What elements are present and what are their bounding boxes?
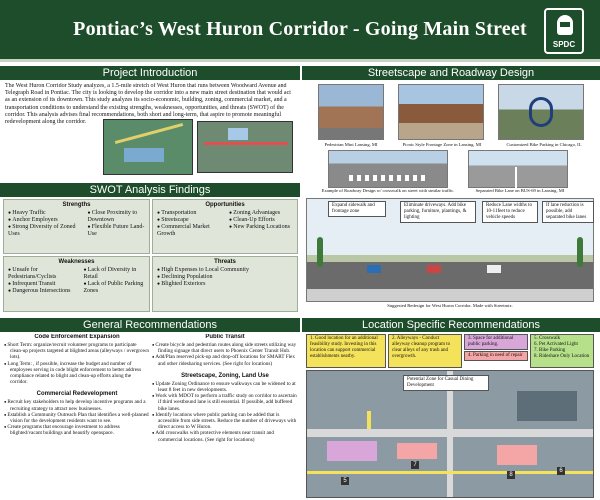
- title-banner: [0, 0, 600, 62]
- spartan-helmet-icon: [557, 15, 573, 35]
- callout-driveways: Eliminate driveways. Add bike parking, furniture, plantings, & lighting: [400, 201, 476, 223]
- rec-item: ● Create bicycle and pedestrian routes along side streets utilizing way finding signage that direct users to Phoenix Center Transit Hub.: [152, 342, 298, 354]
- photo-caption: Picnic Style Frontage Zone in Lansing, MI: [402, 142, 482, 147]
- commercial-title: Commercial Redevelopment: [36, 391, 118, 398]
- strength-item: ● Strong Diversity of Zoned Uses: [8, 224, 79, 238]
- opportunity-item: ● Clean-Up Efforts: [229, 217, 293, 224]
- section-caption: Suggested Redesign for West Huron Corridor. Made with Streetmix.: [387, 303, 513, 308]
- rec-item: ● Identify locations where public parking can be added that is accessible from side streets. Reduce the number of driveways with direct access to W Huron.: [152, 412, 298, 431]
- callout-lane-width: Reduce Lane widths to 10-11feet to reduce vehicle speeds: [482, 201, 538, 223]
- map-marker-8: 8: [507, 471, 515, 479]
- opportunities-panel: [152, 199, 298, 254]
- opportunity-item: ● New Parking Locations: [229, 224, 293, 231]
- threats-panel: [152, 256, 298, 312]
- callout-sidewalk: Expand sidewalk and frontage zone: [328, 201, 386, 217]
- threat-item: ● High Expenses to Local Community: [157, 267, 293, 274]
- spdc-logo: [544, 8, 584, 54]
- photo-separated-bike-lane: [468, 150, 568, 188]
- weaknesses-panel: [3, 256, 150, 312]
- page-title: Pontiac’s West Huron Corridor - Going Main Street: [73, 18, 527, 40]
- rec-item: ● Add crosswalks with protective elements near transit and commercial locations. (See right for locations): [152, 430, 298, 442]
- location-notes-3-4: [464, 334, 528, 368]
- rec-item: ● Add/Plan reserved pick-up and drop-off locations for SMART Flex and other ridesharing services. (See right for locations): [152, 354, 298, 366]
- weakness-item: ● Unsafe for Pedestrians/Cyclists: [8, 267, 75, 281]
- rec-item: ● Create programs that encourage investment to address blighted/vacant buildings and beautify openspace.: [4, 424, 150, 436]
- weakness-item: ● Lack of Diversity in Retail: [83, 267, 145, 281]
- intro-text: [5, 83, 295, 183]
- location-notes-5-8: [530, 334, 594, 368]
- rec-item: ● Recruit key stakeholders to help develop incentive programs and a recruiting strategy to attract new businesses.: [4, 399, 150, 411]
- photo-pedestrian-mini: [318, 84, 384, 140]
- rec-item: ● Long Term: , if possible, increase the budget and number of employees serving in code blight enforcement to better address compliance related to blight and clean-up efforts along the corridor.: [4, 361, 150, 386]
- intro-heading: Project Introduction: [0, 66, 300, 80]
- location-map: [306, 370, 594, 498]
- strengths-panel: [3, 199, 150, 254]
- location-note-2: 2. Alleyways - Conduct alleyway cleanup program to clear alleys of any trash and overgrowth.: [388, 334, 462, 368]
- opportunities-title: Opportunities: [205, 202, 245, 208]
- photo-picnic-frontage: [398, 84, 484, 140]
- location-note-1: 1. Good location for an additional feasibility study. Investing in this location can support commercial establishments nearby.: [306, 334, 386, 368]
- strength-item: ● Anchor Employers: [8, 217, 79, 224]
- col-transit-zoning: [152, 334, 298, 500]
- strength-item: ● Flexible Future Land-Use: [87, 224, 145, 238]
- streetscape-heading: Streetscape and Roadway Design: [302, 66, 600, 80]
- location-note-3: 3. Space for additional public parking.: [464, 334, 528, 350]
- swot-heading: SWOT Analysis Findings: [0, 183, 300, 197]
- rec-item: ● Work with MDOT to perform a traffic study on corridor to ascertain if third westbound lane is still essential. If possible, add buffered bike lanes.: [152, 393, 298, 412]
- photo-caption: Separated Bike Lane on BUS-69 in Lansing, MI: [475, 188, 565, 193]
- opportunity-item: ● Streetscape: [157, 217, 221, 224]
- weakness-item: ● Dangerous Intersections: [8, 288, 75, 295]
- strength-item: ● Heavy Traffic: [8, 210, 79, 217]
- aerial-map-image: [197, 121, 293, 173]
- map-marker-5: 5: [341, 477, 349, 485]
- strengths-title: Strengths: [62, 202, 91, 208]
- threat-item: ● Declining Population: [157, 274, 293, 281]
- callout-bike-lanes: If lane reduction is possible, add separated bike lanes: [542, 201, 594, 223]
- location-note-7: 7. Bike Parking: [534, 348, 566, 353]
- photo-caption: Example of Roadway Design w/ crosswalk on street with similar traffic.: [321, 188, 455, 193]
- map-marker-7: 7: [411, 461, 419, 469]
- logo-text: SPDC: [552, 40, 576, 49]
- weaknesses-title: Weaknesses: [58, 259, 95, 265]
- location-note-4: 4. Parking in need of repair: [464, 351, 528, 361]
- rec-item: ● Short Term: organize/recruit volunteer programs to participate clean-up projects targeted at blighted areas (alleyways / overgrown lots).: [4, 342, 150, 361]
- zoning-title: Streetscape, Zoning, Land Use: [181, 372, 269, 379]
- corridor-map-image: [103, 119, 193, 175]
- threats-title: Threats: [214, 259, 236, 265]
- intro-paragraph: The West Huron Corridor Study analyzes, a 1.5-mile stretch of West Huron that runs between Woodward Avenue and Telegraph Road in Pontiac. The city is looking to develop the corridor into a new main street destination that would act as an extension of its downtown. This study analyzes its socio-economic, building, zoning, commercial market, and a transportation conditions to understand the existing strengths, weaknesses, opportunities, and threats (SWOT) of the corridor. This analysis advises final recommendations, both short and long-term, that aspire to promote meaningful redevelopment along the corridor.: [5, 83, 291, 126]
- threat-item: ● Blighted Exteriors: [157, 281, 293, 288]
- location-note-6: 6. Pet Activated Light: [534, 342, 578, 347]
- general-heading: General Recommendations: [0, 318, 300, 332]
- opportunity-item: ● Transportation: [157, 210, 221, 217]
- rec-item: ● Establish a Community Outreach Plan that identifies a well-planned vision for the development residents want to see.: [4, 412, 150, 424]
- transit-title: Public Transit: [205, 334, 245, 340]
- photo-bike-parking: [498, 84, 584, 140]
- weakness-item: ● Infrequent Transit: [8, 281, 75, 288]
- opportunity-item: ● Commercial Market Growth: [157, 224, 221, 238]
- col-code-commercial: [4, 334, 150, 500]
- photo-caption: Customized Bike Parking in Chicago, IL: [506, 142, 582, 147]
- location-heading: Location Specific Recommendations: [302, 318, 600, 332]
- location-note-5: 5. Crosswalk: [534, 336, 561, 341]
- casual-dining-label: Potential Zone for Casual Dining Development: [403, 375, 489, 391]
- photo-caption: Pedestrian Mini Lansing, MI: [324, 142, 378, 147]
- weakness-item: ● Lack of Public Parking Zones: [83, 281, 145, 295]
- map-marker-6: 6: [557, 467, 565, 475]
- photo-roadway-design: [328, 150, 448, 188]
- opportunity-item: ● Zoning Advantages: [229, 210, 293, 217]
- location-note-8: 8. Rideshare Only Location: [534, 354, 590, 359]
- strength-item: ● Close Proximity to Downtown: [87, 210, 145, 224]
- rec-item: ● Update Zoning Ordinance to ensure walkways can be widened to at least 8 feet in new developments.: [152, 381, 298, 393]
- code-title: Code Enforcement Expansion: [34, 334, 120, 340]
